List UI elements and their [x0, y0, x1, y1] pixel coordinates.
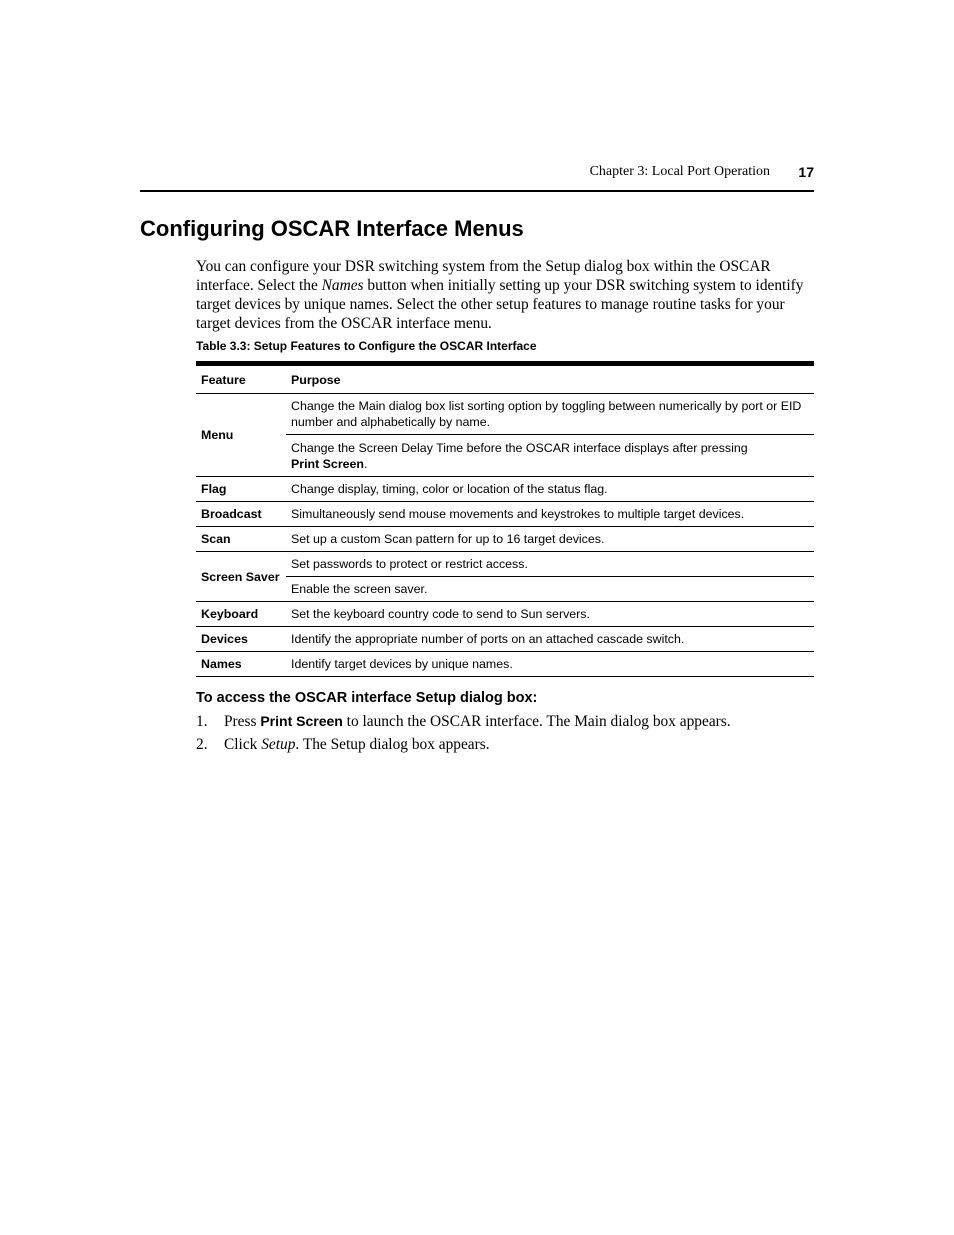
- table-row: [196, 477, 814, 502]
- feature-broadcast: Broadcast: [196, 502, 286, 527]
- intro-text-2: button when initially setting up your DSR switching system to identify target devices by unique names. Select the other setup features to manage routine tasks for your target devices from the OSCAR interface menu.: [196, 277, 804, 332]
- purpose-menu-2-text: Change the Screen Delay Time before the OSCAR interface displays after pressing: [291, 440, 748, 455]
- purpose-names: Identify target devices by unique names.: [286, 652, 814, 677]
- procedure-steps: [196, 713, 814, 759]
- intro-paragraph: [196, 257, 814, 333]
- page-header: [140, 164, 814, 182]
- feature-scan: Scan: [196, 527, 286, 552]
- feature-devices: Devices: [196, 627, 286, 652]
- list-item: [196, 736, 814, 759]
- feature-keyboard: Keyboard: [196, 602, 286, 627]
- header-rule: [140, 190, 814, 192]
- purpose-flag: Change display, timing, color or location of the status flag.: [286, 477, 814, 502]
- purpose-menu-2-end: .: [364, 456, 368, 471]
- step-number: 1.: [196, 713, 208, 730]
- setup-features-table: [196, 361, 814, 677]
- table-row: [196, 577, 814, 602]
- table-row: [196, 527, 814, 552]
- step-2-pre: Click: [224, 736, 262, 753]
- table-row: [196, 652, 814, 677]
- intro-emphasis: Names: [321, 277, 364, 294]
- purpose-broadcast: Simultaneously send mouse movements and keystrokes to multiple target devices.: [286, 502, 814, 527]
- table-row: [196, 394, 814, 435]
- step-text: [224, 713, 731, 731]
- purpose-scan: Set up a custom Scan pattern for up to 16 target devices.: [286, 527, 814, 552]
- header-purpose: Purpose: [286, 366, 814, 394]
- table-header-row: [196, 366, 814, 394]
- procedure-heading: To access the OSCAR interface Setup dialog box:: [196, 690, 538, 706]
- table-row: [196, 502, 814, 527]
- purpose-keyboard: Set the keyboard country code to send to Sun servers.: [286, 602, 814, 627]
- feature-flag: Flag: [196, 477, 286, 502]
- step-2-post: . The Setup dialog box appears.: [295, 736, 490, 753]
- table-caption: Table 3.3: Setup Features to Configure the OSCAR Interface: [196, 339, 537, 353]
- table-row: [196, 627, 814, 652]
- page-number: 17: [798, 164, 814, 180]
- feature-screen-saver: Screen Saver: [196, 552, 286, 602]
- table-row: [196, 435, 814, 477]
- step-number: 2.: [196, 736, 208, 753]
- section-title: Configuring OSCAR Interface Menus: [140, 216, 524, 241]
- step-1-post: to launch the OSCAR interface. The Main dialog box appears.: [342, 713, 731, 730]
- step-1-pre: Press: [224, 713, 261, 730]
- purpose-menu-2-key: Print Screen: [291, 456, 364, 471]
- list-item: [196, 713, 814, 736]
- feature-menu: Menu: [196, 394, 286, 477]
- purpose-devices: Identify the appropriate number of ports on an attached cascade switch.: [286, 627, 814, 652]
- purpose-screen-saver-1: Set passwords to protect or restrict access.: [286, 552, 814, 577]
- purpose-menu-2: [286, 435, 814, 477]
- table-row: [196, 552, 814, 577]
- step-text: [224, 736, 490, 754]
- feature-names: Names: [196, 652, 286, 677]
- table-row: [196, 602, 814, 627]
- step-2-emphasis: Setup: [261, 736, 296, 753]
- header-feature: Feature: [196, 366, 286, 394]
- step-1-key: Print Screen: [260, 713, 343, 729]
- chapter-title: Chapter 3: Local Port Operation: [589, 164, 770, 179]
- purpose-menu-1: Change the Main dialog box list sorting option by toggling between numerically by port or EID number and alphabetically by name.: [286, 394, 814, 435]
- intro-text-1: You can configure your DSR switching system from the Setup dialog box within the OSCAR interface. Select the: [196, 258, 771, 294]
- purpose-screen-saver-2: Enable the screen saver.: [286, 577, 814, 602]
